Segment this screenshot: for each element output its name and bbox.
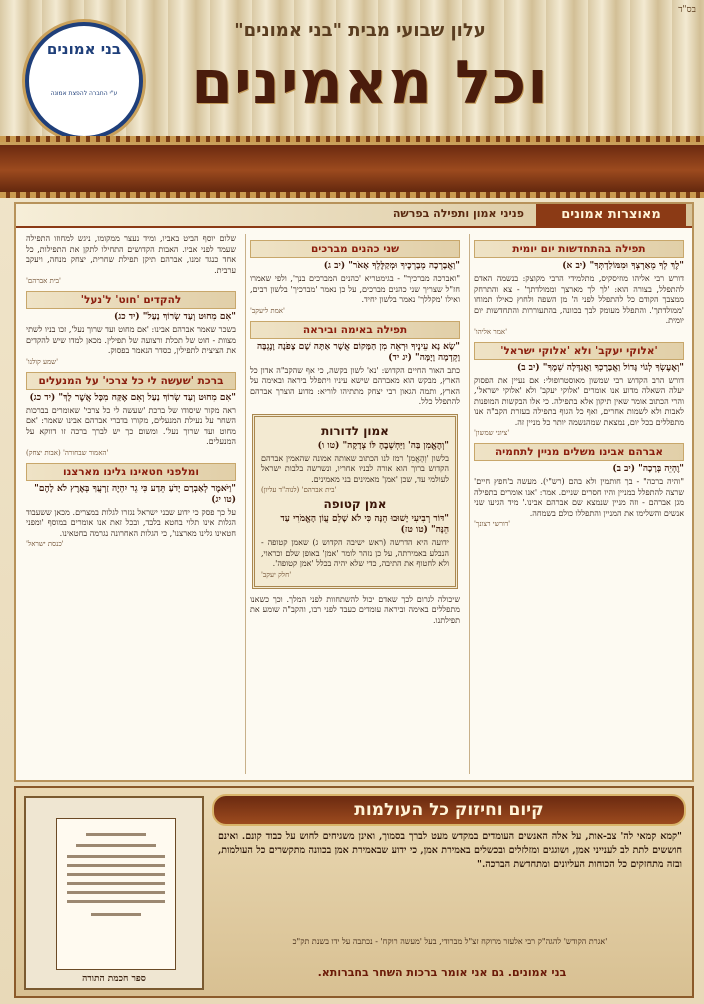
logo-subtitle: ע"י החברה להפצת אמונה [50, 90, 118, 97]
article-quote: "וַיֹּאמֶר לְאַבְרָם יָדֹעַ תֵּדַע כִּי גֵר יִהְיֶה זַרְעֲךָ בְּאֶרֶץ לֹא לָהֶם" (טו יג) [34, 483, 236, 505]
book-image [24, 796, 204, 990]
article-quote: "וְאֶעֶשְׂךָ לְגוֹי גָּדוֹל וַאֲבָרֶכְךָ וַאֲגַדְּלָה שְׁמֶךָ" (יב ב) [516, 362, 684, 373]
article-body: "ואברכה מברכיך" - בגימטריא 'כהנים המברכים בנך', ולפי שאמרו חז"ל שצריך שני כהנים מברכים, על כן נאמר 'מברכיך' בלשון רבים, ואילו 'מקללך' נאמר בלשון יחיד. [250, 274, 460, 304]
article [250, 321, 460, 408]
box-heading: אמון לדורות [321, 423, 389, 438]
article-body: "והיה ברכה" - בך חותמין ולא בהם (רש"י). מעשה ב'חפץ חיים' שרצה להתפלל במניין והיו חסרים שניים. אמר: 'אנו אומרים בתפילה מגן אברהם - וזה מניין שנמצא שם אברהם אבינו.' מיד הגיעו שני אנשים והשלימו את המניין והתפללו כולם בשמחה. [474, 477, 684, 518]
article [474, 342, 684, 438]
column-middle [250, 234, 460, 774]
article-title: אברהם אבינו משלים מניין לתחמיה [474, 443, 684, 461]
article-title: שני כהנים מברכים [250, 240, 460, 258]
article-source: 'כנסת ישראל' [26, 540, 64, 548]
article [26, 372, 236, 457]
article-body: שלום יוסף הביט באביו, ומיד נעצר ממקומו, ניגש למחוזו התפילה שעמד לפני אביו. האבות הקדושים התחילו לתקן את התפילות, כל אחד כנגד זמנו, אברהם תיקן תפילת שחרית, יצחק מנחה, ויעקב ערבית. [26, 234, 236, 275]
article [26, 291, 236, 366]
section-title: מאוצרות אמונים [536, 204, 686, 226]
article-body: כתב האור החיים הקדוש: 'נא' לשון בקשה, כי אף שהקב"ה אדון כל הארץ, מבקש הוא מאברהם שישא עיניו ויתפלל ביראה ובאימה על הארץ, ותמה הגאון רבי יצחק מתתיהו לוריא: מדוע הוצרך אברהם להתפלל כלל. [250, 365, 460, 406]
column-left [26, 234, 236, 774]
weekly-subtitle: עלון שבועי מבית "בני אמונים" [234, 20, 486, 41]
box-quote: "וְהֶאֱמִן בַּה' וַיַּחְשְׁבֶהָ לּוֹ צְדָקָה" (טו ו) [317, 440, 449, 451]
issue-tag: בס"ד [678, 5, 696, 15]
article-body: בשכר שאמר אברהם אבינו: 'אם מחוט ועד שרוך נעל', זכו בניו לשתי מצוות - חוט של תכלת ורצועה של תפילין. מכאן למדו שיש להקדים את הציצית לתפילין, כסדר הנאמר בפסוק. [26, 325, 236, 355]
article-source: 'האמור שבחורה' (אבות יצחק) [26, 448, 109, 457]
article-quote: "אִם מִחוּט וְעַד שְׂרוֹךְ נַעַל" (יד כג) [113, 312, 236, 322]
article-title: תפילה בהתחדשות יום יומית [474, 240, 684, 258]
article-continuation: שיכולה לגרום לכך שאדם יכול להשתחוות לפני המלך. וכך כשאנו מתפללים באימה וביראה עומדים כעבד לפני רבו, והקב"ה שומע את תפילתנו. [250, 594, 460, 625]
article [26, 234, 236, 285]
column-divider [469, 234, 470, 774]
article [26, 463, 236, 549]
article-title: תפילה באימה וביראה [250, 321, 460, 339]
articles-frame [14, 202, 694, 782]
article-quote: "שָׂא נָא עֵינֶיךָ וּרְאֵה מִן הַמָּקוֹם אֲשֶׁר אַתָּה שָׁם צָפֹנָה וָנֶגְבָּה וָקֵדְמָה וָיָמָּה" (יג יד) [256, 341, 460, 363]
bottom-heading: קיום וחיזוק כל העולמות [212, 794, 686, 826]
article-body: דורש רבי אליהו מוזיסקיס, מתלמידי הרבי מקוצק: בנשמה האדם להתפלל, בצורה הוא: 'לך לך מארצך וממולדתך' - צא והתרחק ממצבך הקודם כל להתפלל לפני ה' מן השפה ולחוץ כאילו תמוחו 'ממולדתך'. והתפלל מעומק לבך בכוונה, בהתעוררות והתחדשות יום יומית. [474, 274, 684, 325]
article-body: דורש הרב הקדוש רבי שמשון מאוסטרופולי: אם נעיין את הפסוק יעלה השאלה מדוע אנו אומרים 'אלוקי יעקב' ולא 'אלוקי ישראל', והרי הכתוב אומר שאין תיקון אלא בתפילה. כי אלו הבקשות המופנות לאבות ולא לשמות אחרים, ואף כל הגוף בתפילה בעזרת הקב"ה אנו מתפללים בכל יום, נמצאת שמהנשמה יותר כל מניין זה. [474, 375, 684, 427]
section-subtitle: פניני אמון ותפילה בפרשה [392, 207, 524, 220]
ornament-top [0, 136, 704, 142]
box-body: בלשון 'וְהֶאֱמִן' רמז לנו הכתוב שאותה אמונה שהאמין אברהם הקדוש ברוך הוא אורה לבניו אחריו, ונשרשה בלבות ישראל לעולמי עד, שכן 'אמן' מאמינים בני מאמינים. [261, 453, 449, 484]
bottom-banner [14, 786, 694, 998]
box-source: 'חלק יעקב' [261, 570, 292, 579]
article-source: 'ציוני שמשון' [474, 429, 510, 437]
featured-box [252, 414, 458, 589]
book-page-illustration [56, 818, 176, 970]
article-quote: "וֶהְיֵה בְּרָכָה" (יב ב) [612, 464, 684, 474]
article-source: 'אמת ליעקב' [250, 306, 285, 315]
article [474, 240, 684, 336]
article-body: ראה מקור שיסודו של ברכת 'שעשה לי כל צרכי' שאומרים בברכות השחר על נעילת המנעלים, מקורו בדברי אברהם אבינו שאמר: 'אם מחוט ועד שרוך נעל'. ומשום כך יש לברך ברכה זו דווקא על המנעלים. [26, 405, 236, 446]
box-body: ידועה היא הדרשה (ראש ישיבה הקדוש ג) שאמן קטופה - הנבלע באמירתה, על כן נזהר לומר 'אמן' באופן שלם וכראוי, ולא לחטוף את התיבה, כדי שלא יהיה בכלל 'אמן קטופה'. [261, 538, 449, 568]
article-title: ומלפני חטאינו גלינו מארצנו [26, 463, 236, 481]
bottom-quote: "קמא קמאי לה' צב-אות, על אלה האנשים העומדים במקדש מעט לברך בסמוך, ואינן משגיחים לחוש על כבוד קונם. ואינם חוששים לתת לב לענייני אמן, ושוגגים ומזלזלים ובכשלים באמירת אמן, כי ידוע שבאמירת אמן בכוונה מתקשרים כל העולמות, ובזה מתחזקים כל הכוחות העליונים ומתחדשת הברכה." [218, 831, 682, 870]
book-caption: ספר חכמת התורה [82, 974, 146, 984]
article [474, 443, 684, 528]
article-title: ברכת 'שעשה לי כל צרכי' על המנעלים [26, 372, 236, 390]
article-title: להקדים 'חוט' ל'נעל' [26, 291, 236, 309]
parasha-bar [0, 142, 704, 198]
box-quote: "דּוֹר רְבִיעִי יָשׁוּבוּ הֵנָּה כִּי לֹא שָׁלֵם עֲוֹן הָאֱמֹרִי עַד הֵנָּה" (טו טז) [280, 514, 449, 535]
box-heading: אמן קטופה [323, 497, 387, 511]
article-title: 'אלוקי יעקב' ולא 'אלוקי ישראל' [474, 342, 684, 360]
masthead [0, 0, 704, 142]
section-banner [16, 204, 692, 228]
article [250, 240, 460, 315]
article-source: 'שמע קולנו' [26, 357, 59, 366]
column-right [474, 234, 684, 774]
article-source: 'בית אברהם' [26, 277, 61, 285]
box-source: 'בית אברהם' (לנוה"ד עליון) [261, 486, 337, 494]
article-source: 'דורשי רצונך' [474, 520, 511, 528]
article-quote: "לֶךְ לְךָ מֵאַרְצְךָ וּמִמּוֹלַדְתְּךָ" (יב א) [562, 261, 684, 271]
ornament-bottom [0, 192, 704, 198]
bnei-emunim-logo [25, 22, 143, 140]
bottom-source-note: 'אגרת הקודש' להגה"ק רבי אלעזר מרוקח זצ"ל מברודי, בעל 'מעשה רוקח' - נכתבה על ידו בשנת תק"כ [292, 937, 608, 946]
article-quote: "וַאֲבָרְכָה מְבָרְכֶיךָ וּמְקַלֶּלְךָ אָאֹר" (יב ג) [323, 261, 460, 271]
article-source: 'אמר אליהו' [474, 327, 507, 336]
article-quote: "אִם מִחוּט וְעַד שְׂרוֹךְ נַעַל וְאִם אֶקַּח מִכָּל אֲשֶׁר לָךְ" (יד כג) [29, 392, 236, 403]
bottom-slogan: בני אמונים. גם אני אומר ברכות השחר בחברותא. [317, 966, 567, 979]
column-divider [245, 234, 246, 774]
article-body: על כך פסק כי ידוע שבני ישראל נגזרו לגלות במצרים. מכאן ששעבוד הגלות אינו תלוי בחטא בלבד, ובכל זאת אנו אומרים במוסף 'ומפני חטאינו גלינו מארצנו', כי הגלות האחרונה נגרמה בחטאינו. [26, 507, 236, 538]
newsletter-title: וכל מאמינים [191, 48, 549, 118]
logo-title: בני אמונים [46, 40, 122, 58]
